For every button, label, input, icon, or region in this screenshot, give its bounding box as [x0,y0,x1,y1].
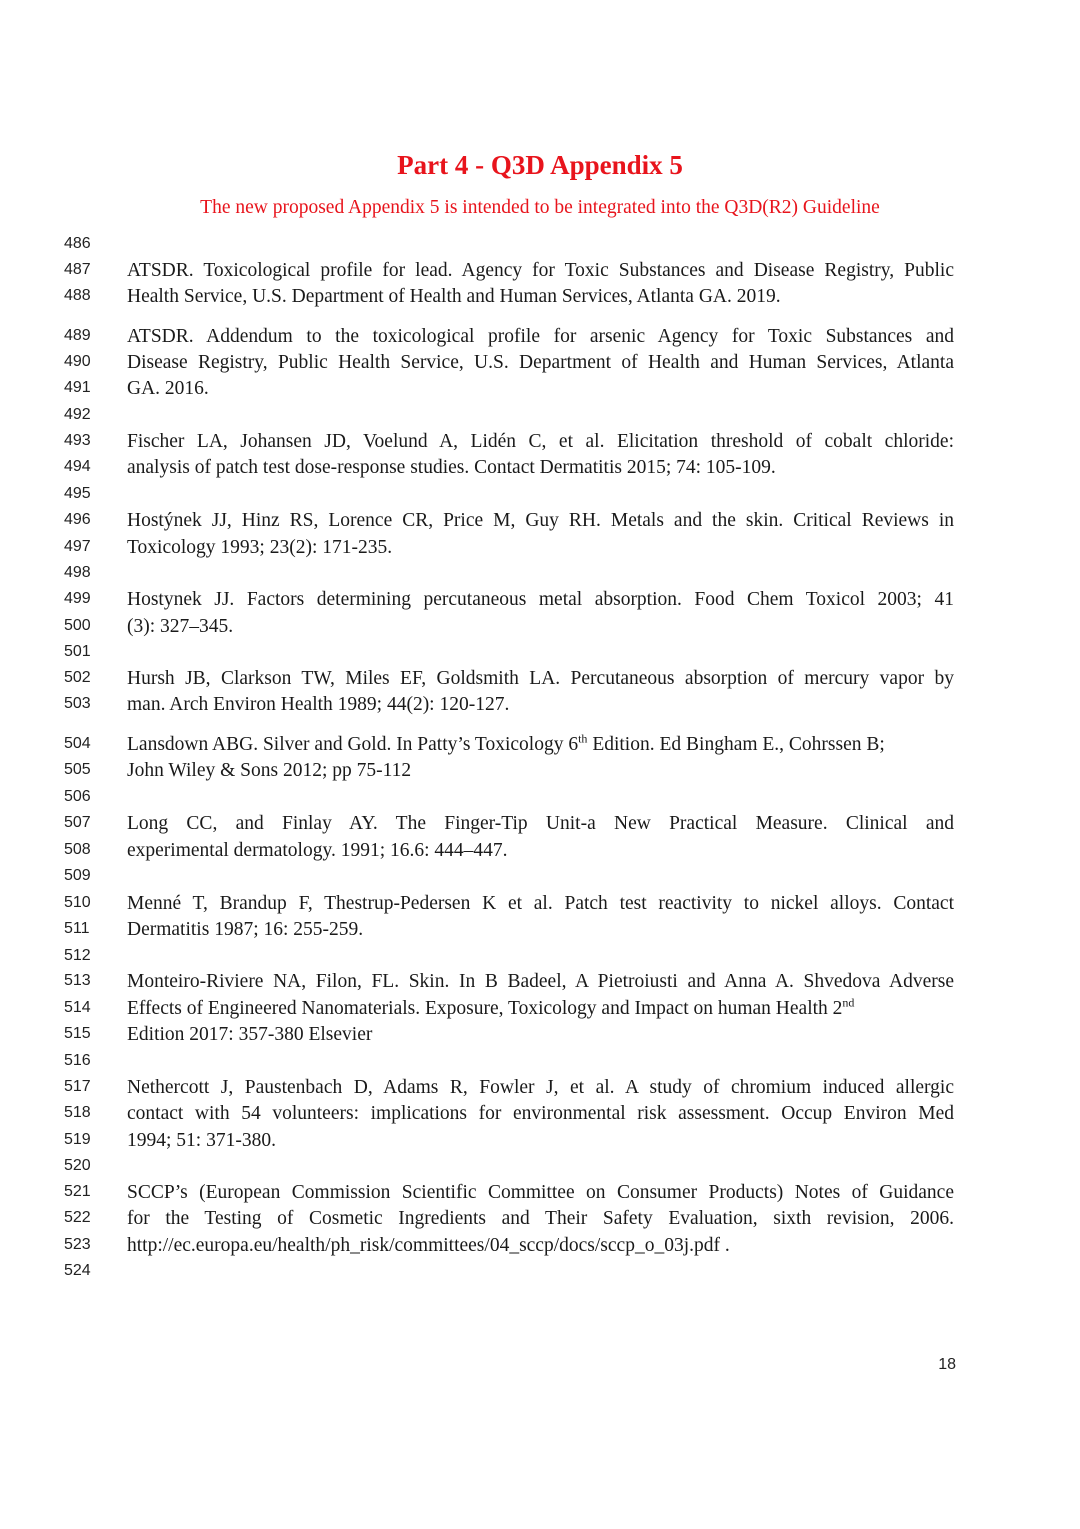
line-number: 510 [64,894,91,911]
line-number: 515 [64,1025,91,1042]
reference-line: http://ec.europa.eu/health/ph_risk/committees/04_sccp/docs/sccp_o_03j.pdf . [127,1235,730,1256]
line-number: 507 [64,814,91,831]
reference-line: Nethercott J, Paustenbach D, Adams R, Fowler J, et al. A study of chromium induced allergic [127,1077,954,1098]
line-number: 520 [64,1157,91,1174]
line-number: 523 [64,1236,91,1253]
line-number: 490 [64,353,91,370]
reference-line: Dermatitis 1987; 16: 255-259. [127,919,364,940]
reference-line: Long CC, and Finlay AY. The Finger-Tip Unit-a New Practical Measure. Clinical and [127,813,954,834]
reference-line: contact with 54 volunteers: implications for environmental risk assessment. Occup Environ Med [127,1103,954,1124]
reference-line: Edition 2017: 357-380 Elsevier [127,1024,373,1045]
reference-line: man. Arch Environ Health 1989; 44(2): 120-127. [127,694,510,715]
reference-line: John Wiley & Sons 2012; pp 75-112 [127,760,412,781]
reference-line: ATSDR. Toxicological profile for lead. Agency for Toxic Substances and Disease Registry, Public [127,260,954,281]
line-number: 493 [64,432,91,449]
line-number: 516 [64,1052,91,1069]
reference-text-after: Edition. Ed Bingham E., Cohrssen B; [587,734,885,755]
reference-line: (3): 327–345. [127,616,234,637]
line-number: 513 [64,972,91,989]
reference-line: Health Service, U.S. Department of Health and Human Services, Atlanta GA. 2019. [127,286,781,307]
reference-text: Lansdown ABG. Silver and Gold. In Patty’s Toxicology 6 [127,734,579,755]
line-number: 505 [64,761,91,778]
reference-line: Fischer LA, Johansen JD, Voelund A, Lidén C, et al. Elicitation threshold of cobalt chloride: [127,431,954,452]
line-number: 509 [64,867,91,884]
line-number: 511 [64,920,90,937]
line-number: 486 [64,235,91,252]
reference-line: Hostýnek JJ, Hinz RS, Lorence CR, Price M, Guy RH. Metals and the skin. Critical Reviews in [127,510,954,531]
page-title: Part 4 - Q3D Appendix 5 [397,150,683,180]
line-number: 487 [64,261,91,278]
line-number: 495 [64,485,91,502]
line-number: 489 [64,327,91,344]
line-number: 508 [64,841,91,858]
line-number: 521 [64,1183,91,1200]
line-number: 499 [64,590,91,607]
line-number: 506 [64,788,91,805]
line-number: 514 [64,999,91,1016]
line-number: 500 [64,617,91,634]
line-number: 498 [64,564,91,581]
line-number: 492 [64,406,91,423]
reference-line: for the Testing of Cosmetic Ingredients and Their Safety Evaluation, sixth revision, 2006. [127,1208,954,1229]
superscript: th [578,731,588,746]
superscript: nd [842,995,855,1010]
reference-line [127,995,954,1020]
reference-line: GA. 2016. [127,378,209,399]
line-number: 519 [64,1131,91,1148]
line-number: 502 [64,669,91,686]
line-number: 512 [64,947,91,964]
reference-line: analysis of patch test dose-response studies. Contact Dermatitis 2015; 74: 105-109. [127,457,776,478]
line-number: 501 [64,643,91,660]
reference-text: Effects of Engineered Nanomaterials. Exposure, Toxicology and Impact on human Health 2 [127,998,843,1019]
reference-line: Hostynek JJ. Factors determining percutaneous metal absorption. Food Chem Toxicol 2003; 41 [127,589,954,610]
page-subtitle: The new proposed Appendix 5 is intended to be integrated into the Q3D(R2) Guideline [200,197,880,218]
line-number: 497 [64,538,91,555]
reference-line: Toxicology 1993; 23(2): 171-235. [127,537,393,558]
page-number: 18 [938,1356,956,1373]
reference-line: 1994; 51: 371-380. [127,1130,276,1151]
reference-line: Menné T, Brandup F, Thestrup-Pedersen K et al. Patch test reactivity to nickel alloys. Contact [127,893,954,914]
line-number: 518 [64,1104,91,1121]
reference-line: experimental dermatology. 1991; 16.6: 444–447. [127,840,508,861]
line-number: 503 [64,695,91,712]
reference-line [127,731,954,756]
line-number: 517 [64,1078,91,1095]
reference-line: SCCP’s (European Commission Scientific Committee on Consumer Products) Notes of Guidance [127,1182,954,1203]
line-number: 496 [64,511,91,528]
reference-line: Monteiro-Riviere NA, Filon, FL. Skin. In B Badeel, A Pietroiusti and Anna A. Shvedova Adverse [127,971,954,992]
line-number: 522 [64,1209,91,1226]
reference-line: Hursh JB, Clarkson TW, Miles EF, Goldsmith LA. Percutaneous absorption of mercury vapor by [127,668,954,689]
line-number: 488 [64,287,91,304]
line-number: 494 [64,458,91,475]
reference-line: ATSDR. Addendum to the toxicological profile for arsenic Agency for Toxic Substances and [127,326,954,347]
line-number: 504 [64,735,91,752]
reference-line: Disease Registry, Public Health Service, U.S. Department of Health and Human Services, Atlanta [127,352,954,373]
line-number: 491 [64,379,91,396]
line-number: 524 [64,1262,91,1279]
